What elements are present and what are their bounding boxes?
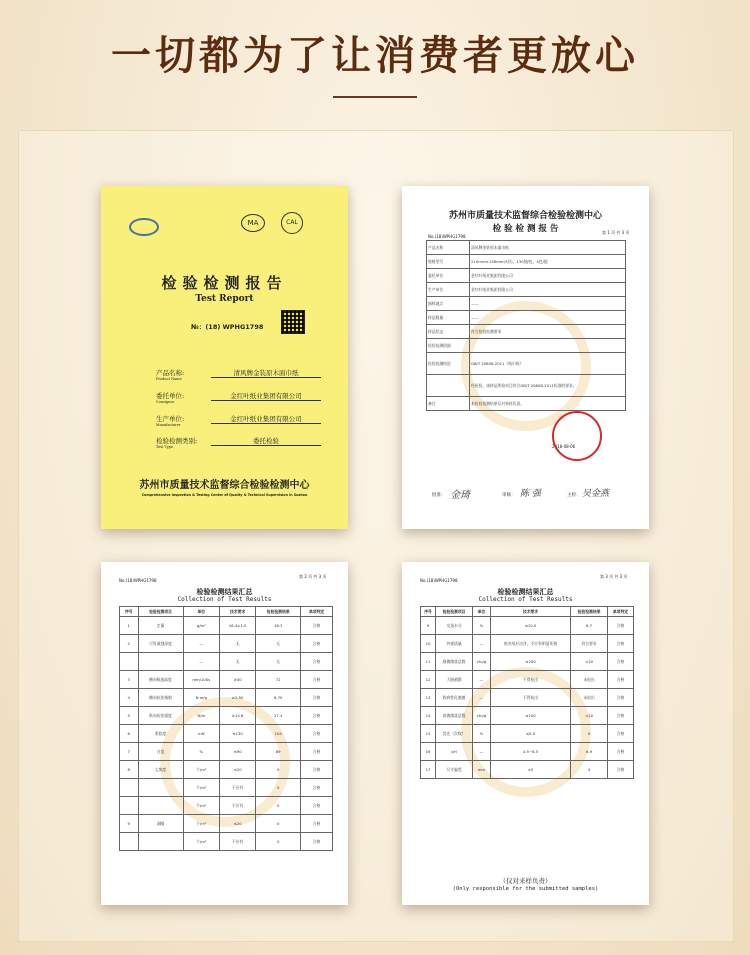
table-cell: pH [436, 743, 473, 761]
table-cell: 白度 [138, 743, 183, 761]
table-row [427, 241, 626, 255]
table-cell: ≥2.50 [220, 689, 256, 707]
table-row [120, 635, 333, 653]
table-cell: ≤90 [220, 743, 256, 761]
summary-org: 苏州市质量技术监督综合检验检测中心 [448, 211, 602, 221]
table-cell: 6 [120, 725, 139, 743]
table-cell: 个/m² [183, 761, 220, 779]
summary-key-cell: 产品名称 [427, 241, 470, 255]
table-cell: 合格 [607, 671, 633, 689]
table-cell: ≤20 [220, 815, 256, 833]
table-cell [138, 779, 183, 797]
table-cell: 8 [120, 761, 139, 779]
table-cell: 无 [220, 635, 256, 653]
summary-value-cell: 本检验检测结果仅对来样负责。 [470, 397, 626, 411]
table-cell: 10 [421, 635, 436, 653]
table-cell [120, 833, 139, 851]
table-cell: 0 [571, 725, 608, 743]
table-header-cell: 单位 [472, 607, 490, 617]
summary-value-cell: —— [470, 311, 626, 325]
table-cell: 合格 [607, 743, 633, 761]
table-cell: 柔软度 [138, 725, 183, 743]
summary-key-cell: 检验检测依据 [427, 339, 470, 353]
table-cell: — [183, 635, 220, 653]
table-header-cell: 单项判定 [301, 607, 333, 617]
table-cell: mm/100s [183, 671, 220, 689]
table-cell: 真菌菌落总数 [436, 707, 473, 725]
field-value-product: 清风牌金装原木面巾纸 [211, 368, 321, 378]
table-cell: ≤10.0 [490, 617, 570, 635]
summary-title: 检 验 检 测 报 告 [492, 224, 559, 234]
table-cell: 合格 [301, 761, 333, 779]
results2-page: 第 3 页 共 3 页 [600, 574, 628, 579]
summary-value-cell: —— [470, 297, 626, 311]
table-row [120, 671, 333, 689]
table-cell: 个/m² [183, 797, 220, 815]
summary-page: 第 1 页 共 3 页 [602, 230, 630, 235]
table-row [120, 833, 333, 851]
table-cell: 3 [120, 671, 139, 689]
table-cell: 致病性化脓菌 [436, 689, 473, 707]
results2-no: No.(18)WPHG1798 [420, 578, 458, 583]
table-cell: 合格 [301, 779, 333, 797]
table-cell [120, 797, 139, 815]
table-cell: 无 [256, 635, 301, 653]
summary-key-cell [427, 375, 470, 397]
summary-no: No.(18)WPHG1798 [428, 234, 466, 239]
table-cell: 0 [256, 815, 301, 833]
table-cell: 5 [120, 707, 139, 725]
table-row [120, 707, 333, 725]
table-cell: ≥14.8 [220, 707, 256, 725]
report-cover [101, 186, 348, 529]
table-cell: 不得检出 [490, 671, 570, 689]
table-cell: 6.70 [256, 689, 301, 707]
table-row [427, 375, 626, 397]
table-cell: 27.4 [256, 707, 301, 725]
cover-report-no: №：(18) WPHG1798 [191, 323, 264, 331]
table-row [120, 743, 333, 761]
table-cell: 6.7 [571, 617, 608, 635]
table-cell: 无 [220, 653, 256, 671]
signature-approve: 金琦 [450, 490, 470, 501]
table-header-row [120, 607, 333, 617]
summary-value-cell: 符合检验检测要求 [470, 325, 626, 339]
table-cell: ±5 [490, 761, 570, 779]
results2-title-en: Collection of Test Results [478, 596, 573, 603]
table-cell: 合格 [607, 617, 633, 635]
table-cell: 0 [256, 833, 301, 851]
table-cell: 0 [256, 779, 301, 797]
table-cell: 纸巾纸应洁净，不应有明显死褶 [490, 635, 570, 653]
summary-key-cell: 生产单位 [427, 283, 470, 297]
table-cell: 72 [256, 671, 301, 689]
summary-value-cell: 金红叶纸业集团有限公司 [470, 283, 626, 297]
table-row [427, 339, 626, 353]
field-label-test-type-en: Test Type [156, 445, 174, 449]
table-row [120, 779, 333, 797]
table-cell [138, 653, 183, 671]
table-cell: 7 [120, 743, 139, 761]
table-cell: 16.4±1.0 [220, 617, 256, 635]
cma-logo-icon: MA [241, 214, 265, 232]
table-cell: 9 [120, 815, 139, 833]
table-row [120, 797, 333, 815]
table-cell: 4.5~8.5 [490, 743, 570, 761]
table-row [427, 311, 626, 325]
table-cell: 大肠菌群 [436, 671, 473, 689]
table-header-cell: 检验检测项目 [436, 607, 473, 617]
table-cell: 14 [421, 707, 436, 725]
sig-label-inspector: 主检： [567, 493, 581, 498]
table-cell: 个/m² [183, 815, 220, 833]
table-cell: 细菌菌落总数 [436, 653, 473, 671]
table-cell: ≤20 [220, 761, 256, 779]
table-cell: — [183, 653, 220, 671]
field-value-test-type: 委托检验 [211, 436, 321, 446]
table-row [421, 653, 634, 671]
table-cell: 4 [571, 761, 608, 779]
field-label-manufacturer-en: Manufacturer [156, 423, 181, 427]
table-cell: ≥40 [220, 671, 256, 689]
table-cell: 13 [421, 689, 436, 707]
table-cell: 个/m² [183, 833, 220, 851]
table-cell [138, 833, 183, 851]
certification-logo-icon [129, 218, 159, 236]
table-cell: 符合要求 [571, 635, 608, 653]
cover-title-en: Test Report [195, 294, 254, 304]
table-cell: cfu/g [472, 707, 490, 725]
table-cell: 合格 [607, 761, 633, 779]
table-cell: 4 [120, 689, 139, 707]
table-row [427, 325, 626, 339]
table-cell: N/m [183, 707, 220, 725]
table-cell: ≤130 [220, 725, 256, 743]
table-cell: 2 [120, 635, 139, 653]
table-cell: 合格 [607, 689, 633, 707]
signature-inspector: 吴金燕 [582, 489, 610, 499]
results2-footer-cn: （仅对来样负责） [499, 877, 552, 885]
table-cell: g/m² [183, 617, 220, 635]
summary-key-cell: 备注 [427, 397, 470, 411]
table-header-cell: 检验检测项目 [138, 607, 183, 617]
table-cell: 合格 [301, 689, 333, 707]
table-cell [120, 779, 139, 797]
table-cell: 合格 [301, 653, 333, 671]
table-row [120, 725, 333, 743]
table-cell: % [472, 617, 490, 635]
table-cell: cfu/g [472, 653, 490, 671]
results2-footer-en: (Only responsible for the submitted samples) [452, 886, 599, 892]
table-header-cell: 单项判定 [607, 607, 633, 617]
table-cell: 洞眼 [138, 815, 183, 833]
table-cell: 无 [256, 653, 301, 671]
summary-value-cell [470, 339, 626, 353]
table-row [120, 815, 333, 833]
qr-code-icon [281, 310, 305, 334]
summary-value-cell: 清风牌金装原木面巾纸 [470, 241, 626, 255]
table-cell: 尘埃度 [138, 761, 183, 779]
table-cell: 合格 [607, 635, 633, 653]
summary-value-cell: 210mm×138mm(3层)，130抽/包，4包/提 [470, 255, 626, 269]
table-cell: 可见被剖深度 [138, 635, 183, 653]
table-cell: ≤200 [490, 653, 570, 671]
table-header-cell: 技术要求 [490, 607, 570, 617]
field-value-manufacturer: 金红叶纸业集团有限公司 [211, 414, 321, 424]
table-header-cell: 技术要求 [220, 607, 256, 617]
table-cell: 17 [421, 761, 436, 779]
table-cell: 未检出 [571, 689, 608, 707]
table-cell: % [183, 743, 220, 761]
table-header-cell: 检验检测结果 [256, 607, 301, 617]
table-cell: 15 [421, 725, 436, 743]
table-row [120, 617, 333, 635]
table-cell: 16.3 [256, 617, 301, 635]
table-cell: 89 [256, 743, 301, 761]
table-cell: 纵向抗张强度 [138, 707, 183, 725]
table-cell: 合格 [607, 653, 633, 671]
table-row [427, 353, 626, 375]
table-cell: 1 [120, 617, 139, 635]
table-row [427, 255, 626, 269]
table-row [421, 707, 634, 725]
table-cell: 尺寸偏差 [436, 761, 473, 779]
table-cell: 6.9 [571, 743, 608, 761]
cover-title-cn: 检验检测报告 [161, 274, 288, 292]
table-cell: 不应有 [220, 833, 256, 851]
table-cell: 不应有 [220, 779, 256, 797]
results1-page: 第 2 页 共 3 页 [299, 574, 327, 579]
table-cell: 12 [421, 671, 436, 689]
table-cell: 合格 [607, 725, 633, 743]
summary-issue-date: 2018-08-06 [552, 444, 576, 449]
table-cell: 104 [256, 725, 301, 743]
table-cell: <20 [571, 707, 608, 725]
field-value-consignor: 金红叶纸业集团有限公司 [211, 391, 321, 401]
results2-title-cn: 检验检测结果汇总 [497, 587, 554, 596]
table-cell: 横向抗张指数 [138, 689, 183, 707]
field-label-product-en: Product Name [156, 377, 182, 381]
table-cell: — [472, 743, 490, 761]
cal-logo-icon: CAL [281, 212, 303, 234]
table-cell: mN [183, 725, 220, 743]
table-row [421, 671, 634, 689]
table-row [421, 689, 634, 707]
summary-key-cell: 检验检测结论 [427, 353, 470, 375]
table-row [421, 743, 634, 761]
table-cell: 11 [421, 653, 436, 671]
summary-key-cell: 样品数量 [427, 311, 470, 325]
table-row [427, 297, 626, 311]
table-row [427, 269, 626, 283]
summary-value-cell: 金红叶纸业集团有限公司 [470, 269, 626, 283]
table-cell: 合格 [607, 707, 633, 725]
table-row [421, 617, 634, 635]
table-header-cell: 单位 [183, 607, 220, 617]
table-cell: 不得检出 [490, 689, 570, 707]
table-cell: % [472, 725, 490, 743]
table-cell [138, 797, 183, 815]
table-row [421, 635, 634, 653]
table-cell: <20 [571, 653, 608, 671]
table-cell: 外观质量 [436, 635, 473, 653]
results2-table [420, 606, 634, 779]
table-cell: 合格 [301, 725, 333, 743]
summary-value-cell: GB/T 20808-2011《纸巾纸》 [470, 353, 626, 375]
table-cell: 横向吸液高度 [138, 671, 183, 689]
sig-label-review: 审核： [502, 493, 516, 498]
table-cell: ≤100 [490, 707, 570, 725]
table-header-cell: 序号 [120, 607, 139, 617]
table-cell: 合格 [301, 815, 333, 833]
table-header-row [421, 607, 634, 617]
results1-title-en: Collection of Test Results [177, 596, 272, 603]
summary-table [426, 240, 626, 411]
table-cell: 合格 [301, 833, 333, 851]
table-row [427, 283, 626, 297]
table-cell: 0 [256, 761, 301, 779]
table-row [421, 761, 634, 779]
table-cell: 16 [421, 743, 436, 761]
sig-label-approve: 批准： [432, 493, 446, 498]
table-cell: 合格 [301, 635, 333, 653]
summary-value-cell: 经检验，该样品所检项目符合GB/T 20808-2011标准的要求。 [470, 375, 626, 397]
table-header-cell: 检验检测结果 [571, 607, 608, 617]
table-row [421, 725, 634, 743]
field-label-consignor: 委托单位: [156, 392, 185, 400]
table-cell: 合格 [301, 797, 333, 815]
signature-review: 陈 强 [520, 489, 541, 499]
results1-no: No.(18)WPHG1798 [119, 578, 157, 583]
table-cell: 交货水分 [436, 617, 473, 635]
results-page-2 [101, 562, 348, 905]
table-cell: — [472, 635, 490, 653]
table-cell: 未检出 [571, 671, 608, 689]
report-summary-page [402, 186, 649, 529]
table-row [120, 653, 333, 671]
field-label-product: 产品名称: [156, 369, 185, 377]
results-page-3 [402, 562, 649, 905]
field-label-consignor-en: Consignor [156, 400, 175, 404]
official-seal-stamp [552, 411, 602, 461]
table-cell: 个/m² [183, 779, 220, 797]
table-cell: mm [472, 761, 490, 779]
headline-divider [333, 96, 417, 98]
table-row [427, 397, 626, 411]
table-cell: 定量 [138, 617, 183, 635]
summary-key-cell: 样品状态 [427, 325, 470, 339]
summary-key-cell: 抽样地点 [427, 297, 470, 311]
table-cell: — [472, 671, 490, 689]
field-label-test-type: 检验检测类别: [156, 437, 198, 445]
table-cell: 合格 [301, 743, 333, 761]
field-label-manufacturer: 生产单位: [156, 415, 185, 423]
headline: 一切都为了让消费者更放心 [111, 33, 639, 79]
table-cell: ≤5.0 [490, 725, 570, 743]
table-cell: 荧光（次数） [436, 725, 473, 743]
table-cell: 0 [256, 797, 301, 815]
table-cell: 9 [421, 617, 436, 635]
results1-table [119, 606, 333, 851]
table-cell [120, 653, 139, 671]
cover-org-en: Comprehensive Inspection & Testing Center of Quality & Technical Supervision in Suzhou [141, 493, 308, 497]
table-cell: 合格 [301, 671, 333, 689]
table-row [120, 761, 333, 779]
table-cell: — [472, 689, 490, 707]
table-cell: N·m/g [183, 689, 220, 707]
results1-title-cn: 检验检测结果汇总 [196, 587, 253, 596]
table-row [120, 689, 333, 707]
summary-key-cell: 委托单位 [427, 269, 470, 283]
table-cell: 不应有 [220, 797, 256, 815]
table-cell: 合格 [301, 707, 333, 725]
table-cell: 合格 [301, 617, 333, 635]
table-header-cell: 序号 [421, 607, 436, 617]
cover-org-cn: 苏州市质量技术监督综合检验检测中心 [139, 480, 310, 491]
summary-key-cell: 规格型号 [427, 255, 470, 269]
